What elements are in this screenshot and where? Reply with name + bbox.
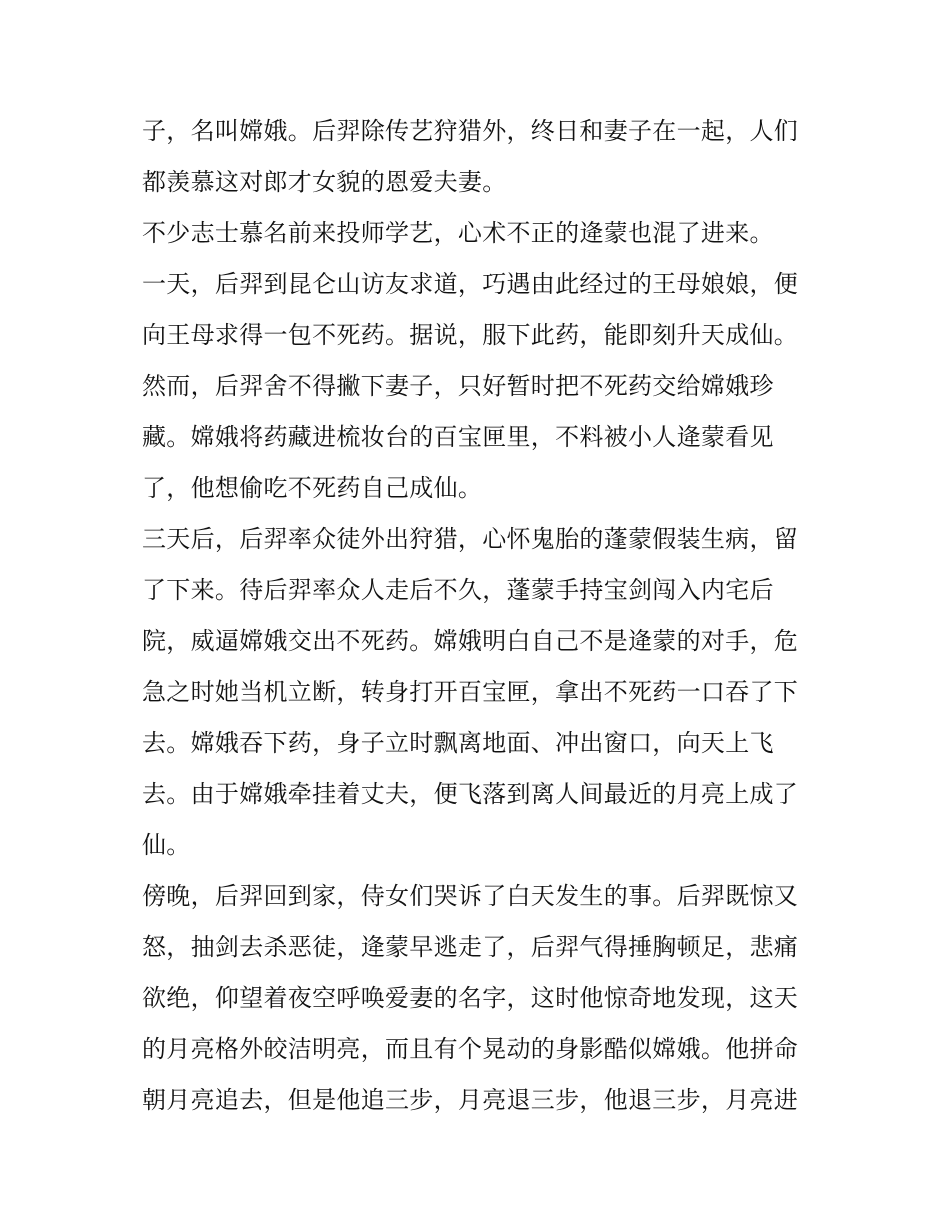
text-line: 急之时她当机立断，转身打开百宝匣，拿出不死药一口吞了下 xyxy=(142,678,799,706)
text-line: 藏。嫦娥将药藏进梳妆台的百宝匣里，不料被小人逄蒙看见 xyxy=(142,423,774,451)
text-line: 了，他想偷吃不死药自己成仙。 xyxy=(142,474,483,502)
text-line: 然而，后羿舍不得撇下妻子，只好暂时把不死药交给嫦娥珍 xyxy=(142,372,774,400)
text-line: 去。嫦娥吞下药，身子立时飘离地面、冲出窗口，向天上飞 xyxy=(142,729,774,757)
text-line: 朝月亮追去，但是他追三步，月亮退三步，他退三步，月亮进 xyxy=(142,1086,799,1114)
text-line: 院，威逼嫦娥交出不死药。嫦娥明白自己不是逄蒙的对手，危 xyxy=(142,627,799,655)
text-line: 的月亮格外皎洁明亮，而且有个晃动的身影酷似嫦娥。他拼命 xyxy=(142,1035,799,1063)
text-line: 傍晚，后羿回到家，侍女们哭诉了白天发生的事。后羿既惊又 xyxy=(142,882,799,910)
text-line: 去。由于嫦娥牵挂着丈夫，便飞落到离人间最近的月亮上成了 xyxy=(142,780,799,808)
text-line: 了下来。待后羿率众人走后不久，蓬蒙手持宝剑闯入内宅后 xyxy=(142,576,774,604)
text-line: 向王母求得一包不死药。据说，服下此药，能即刻升天成仙。 xyxy=(142,321,799,349)
text-line: 仙。 xyxy=(142,831,191,859)
document-body xyxy=(142,106,814,1126)
text-line: 不少志士慕名前来投师学艺，心术不正的逄蒙也混了进来。 xyxy=(142,219,774,247)
text-line: 欲绝，仰望着夜空呼唤爱妻的名字，这时他惊奇地发现，这天 xyxy=(142,984,799,1012)
text-line: 三天后，后羿率众徒外出狩猎，心怀鬼胎的蓬蒙假装生病，留 xyxy=(142,525,799,553)
text-line: 怒，抽剑去杀恶徒，逄蒙早逃走了，后羿气得捶胸顿足，悲痛 xyxy=(142,933,799,961)
text-line: 子，名叫嫦娥。后羿除传艺狩猎外，终日和妻子在一起，人们 xyxy=(142,117,799,145)
text-line: 一天，后羿到昆仑山访友求道，巧遇由此经过的王母娘娘，便 xyxy=(142,270,799,298)
text-line: 都羡慕这对郎才女貌的恩爱夫妻。 xyxy=(142,168,507,196)
